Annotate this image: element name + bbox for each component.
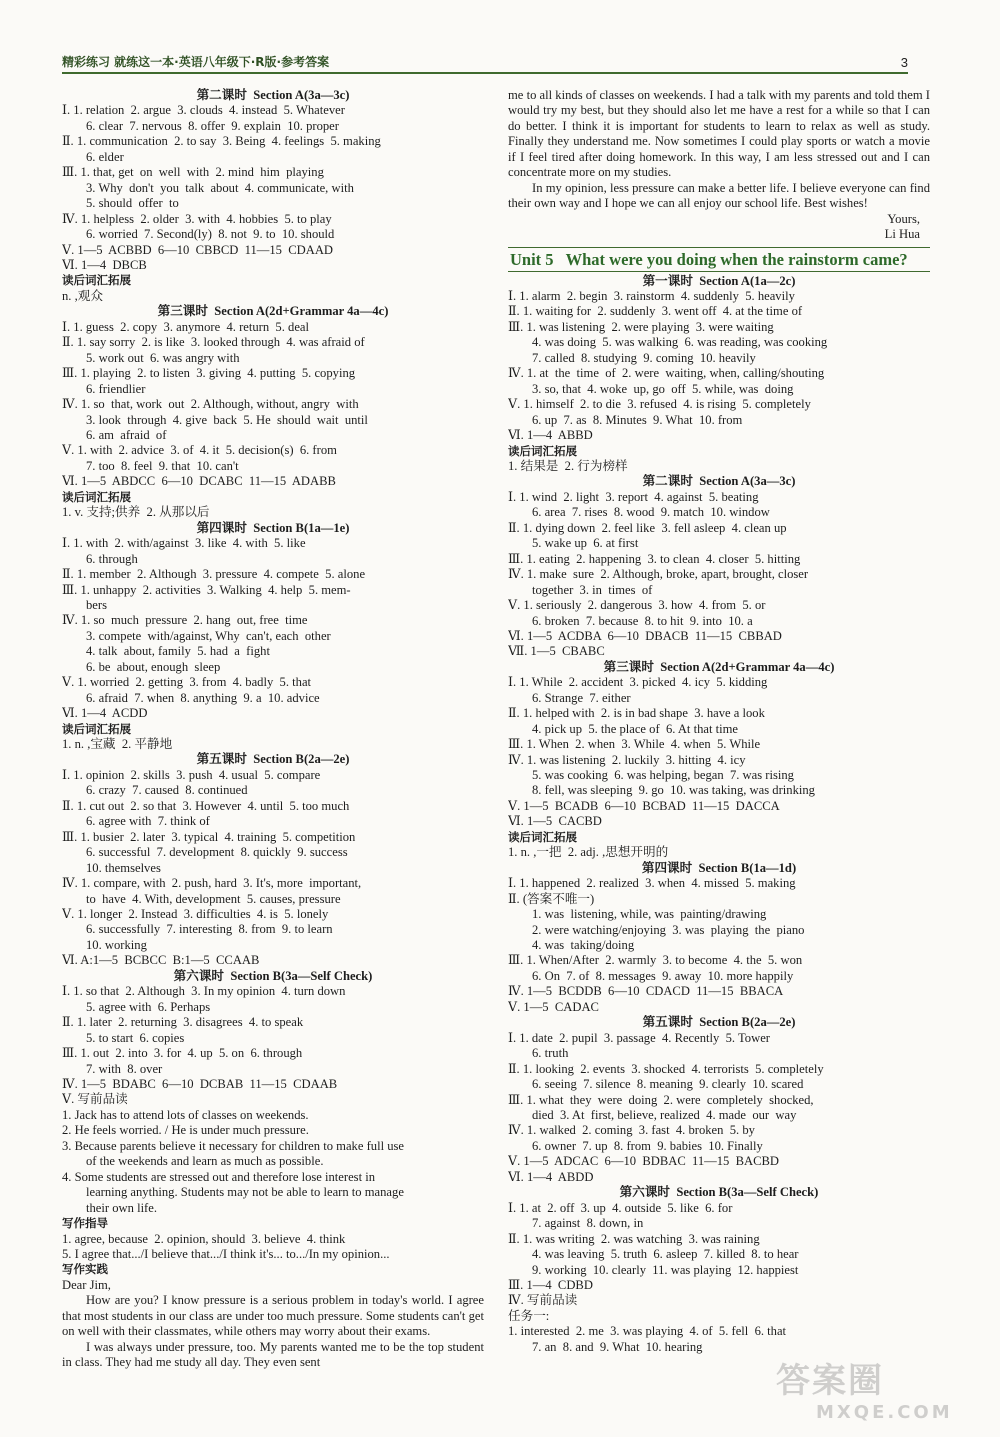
- answer-line: 4. pick up 5. the place of 6. At that time: [532, 721, 739, 736]
- answer-line: 6. Strange 7. either: [532, 690, 631, 705]
- answer-line: I was always under pressure, too. My parents wanted me to be the top student in class. They had me study all day. They even sent: [62, 1339, 484, 1370]
- answer-line: 6. agree with 7. think of: [86, 814, 210, 829]
- answer-line: Ⅳ. 1. was listening 2. luckily 3. hitting 4. icy: [508, 752, 746, 767]
- answer-line: Ⅳ. 1. so much pressure 2. hang out, free time: [62, 613, 308, 628]
- answer-line: Ⅴ. 1—5 BCADB 6—10 BCBAD 11—15 DACCA: [508, 798, 780, 813]
- answer-line: Ⅳ. 1—5 BCDDB 6—10 CDACD 11—15 BBACA: [508, 984, 784, 999]
- answer-line: 6. afraid 7. when 8. anything 9. a 10. advice: [86, 690, 320, 705]
- answer-line: Ⅴ. 写前品读: [62, 1092, 128, 1107]
- answer-line: Ⅰ. 1. wind 2. light 3. report 4. against 5. beating: [508, 489, 759, 504]
- answer-line: 1. n. ,一把 2. adj. ,思想开明的: [508, 845, 669, 860]
- answer-line: 2. He feels worried. / He is under much pressure.: [62, 1123, 309, 1138]
- answer-line: 1. 结果是 2. 行为榜样: [508, 458, 628, 473]
- answer-line: n. ,观众: [62, 288, 103, 303]
- answer-line: Ⅳ. 1. so that, work out 2. Although, without, angry with: [62, 397, 359, 412]
- answer-line: 7. against 8. down, in: [532, 1216, 644, 1231]
- answer-line: 5. work out 6. was angry with: [86, 350, 240, 365]
- answer-line: Ⅳ. 1. walked 2. coming 3. fast 4. broken 5. by: [508, 1123, 755, 1138]
- answer-line: 10. working: [86, 937, 147, 952]
- answer-line: 6. owner 7. up 8. from 9. babies 10. Finally: [532, 1138, 763, 1153]
- answer-line: How are you? I know pressure is a serious problem in today's world. I agree that most students in our class are under too much pressure. Some students can't get on well with their classmates, while others may worry about their exams.: [62, 1293, 484, 1339]
- answer-line: together 3. in times of: [532, 582, 653, 597]
- answer-line: Ⅳ. 1. make sure 2. Although, broke, apart, brought, closer: [508, 567, 809, 582]
- answer-line: Ⅴ. 1. with 2. advice 3. of 4. it 5. decision(s) 6. from: [62, 443, 337, 458]
- section-label: 读后词汇拓展: [62, 721, 131, 736]
- page-header: [62, 50, 908, 74]
- answer-line: 5. agree with 6. Perhaps: [86, 999, 211, 1014]
- lesson-heading: 第二课时 Section A(3a—3c): [642, 474, 796, 489]
- answer-line: Ⅴ. 1—5 ADCAC 6—10 BDBAC 11—15 BACBD: [508, 1154, 780, 1169]
- answer-line: Ⅳ. 1. at the time of 2. were waiting, when, calling/shouting: [508, 366, 825, 381]
- left-column: [62, 88, 484, 1371]
- answer-line: Ⅰ. 1. relation 2. argue 3. clouds 4. instead 5. Whatever: [62, 103, 345, 118]
- lesson-heading: 第一课时 Section A(1a—2c): [642, 273, 796, 288]
- answer-line: Dear Jim,: [62, 1277, 111, 1292]
- answer-line: 6. worried 7. Second(ly) 8. not 9. to 10. should: [86, 227, 335, 242]
- answer-line: Ⅱ. 1. later 2. returning 3. disagrees 4. to speak: [62, 1015, 304, 1030]
- lesson-heading: 第四课时 Section B(1a—1d): [641, 860, 797, 875]
- answer-line: 6. friendlier: [86, 381, 146, 396]
- answer-line: Ⅱ. 1. helped with 2. is in bad shape 3. have a look: [508, 706, 765, 721]
- answer-line: 3. look through 4. give back 5. He should wait until: [86, 412, 368, 427]
- answer-line: 任务一:: [508, 1308, 550, 1323]
- answer-line: me to all kinds of classes on weekends. I had a talk with my parents and told them I would try my best, but they should also let me have a rest for a while so that I can do better. I think it is important for students to learn to relax as well as study. Finally they understand me. Now sometimes I could play sports or watch a movie if I feel tired after doing homework. In this way, I am less stressed out and I can concentrate more on my studies.: [508, 88, 930, 180]
- answer-line: Li Hua: [884, 227, 920, 242]
- answer-line: 6. be about, enough sleep: [86, 659, 221, 674]
- answer-line: Ⅴ. 1. himself 2. to die 3. refused 4. is rising 5. completely: [508, 397, 811, 412]
- answer-line: Ⅵ. 1—5 ACDBA 6—10 DBACB 11—15 CBBAD: [508, 628, 782, 643]
- answer-line: 6. seeing 7. silence 8. meaning 9. clearly 10. scared: [532, 1077, 804, 1092]
- answer-line: Ⅵ. A:1—5 BCBCC B:1—5 CCAAB: [62, 953, 260, 968]
- answer-line: 1. agree, because 2. opinion, should 3. believe 4. think: [62, 1231, 346, 1246]
- answer-line: 8. fell, was sleeping 9. go 10. was taking, was drinking: [532, 783, 815, 798]
- lesson-heading: 第五课时 Section B(2a—2e): [196, 752, 350, 767]
- answer-line: 5. was cooking 6. was helping, began 7. was rising: [532, 768, 794, 783]
- header-title: 精彩练习 就练这一本·英语八年级下·R版·参考答案: [62, 55, 330, 69]
- watermark-url: MXQE.COM: [816, 1402, 953, 1423]
- answer-line: 6. crazy 7. caused 8. continued: [86, 783, 248, 798]
- answer-line: 1. n. ,宝藏 2. 平静地: [62, 737, 173, 752]
- answer-line: Ⅴ. 1—5 ACBBD 6—10 CBBCD 11—15 CDAAD: [62, 242, 334, 257]
- section-label: 读后词汇拓展: [62, 273, 131, 288]
- answer-line: Ⅱ. (答案不唯一): [508, 891, 595, 906]
- answer-line: 2. were watching/enjoying 3. was playing the piano: [532, 922, 805, 937]
- answer-line: Ⅱ. 1. dying down 2. feel like 3. fell asleep 4. clean up: [508, 520, 787, 535]
- answer-line: Ⅵ. 1—4 ACDD: [62, 706, 148, 721]
- section-label: 读后词汇拓展: [62, 489, 131, 504]
- answer-line: their own life.: [86, 1200, 157, 1215]
- answer-line: Ⅲ. 1—4 CDBD: [508, 1277, 593, 1292]
- answer-line: 4. was taking/doing: [532, 938, 635, 953]
- answer-line: Ⅰ. 1. alarm 2. begin 3. rainstorm 4. suddenly 5. heavily: [508, 288, 795, 303]
- answer-line: 6. am afraid of: [86, 427, 167, 442]
- unit-title: Unit 5 What were you doing when the rainstorm came?: [508, 247, 930, 272]
- answer-line: Ⅲ. 1. playing 2. to listen 3. giving 4. putting 5. copying: [62, 366, 356, 381]
- answer-line: Ⅵ. 1—4 DBCB: [62, 257, 147, 272]
- answer-line: 3. so, that 4. woke up, go off 5. while, was doing: [532, 381, 794, 396]
- answer-line: 6. area 7. rises 8. wood 9. match 10. window: [532, 505, 770, 520]
- section-label: 读后词汇拓展: [508, 443, 577, 458]
- answer-line: Ⅳ. 1. compare, with 2. push, hard 3. It's, more important,: [62, 876, 362, 891]
- answer-line: Ⅶ. 1—5 CBABC: [508, 644, 605, 659]
- answer-line: to have 4. With, development 5. causes, pressure: [86, 891, 341, 906]
- answer-line: Ⅲ. 1. When 2. when 3. While 4. when 5. While: [508, 737, 761, 752]
- answer-line: bers: [86, 597, 107, 612]
- answer-line: 6. successfully 7. interesting 8. from 9. to learn: [86, 922, 333, 937]
- answer-line: Ⅳ. 1—5 BDABC 6—10 DCBAB 11—15 CDAAB: [62, 1077, 338, 1091]
- answer-line: Ⅰ. 1. with 2. with/against 3. like 4. with 5. like: [62, 536, 306, 551]
- answer-line: Ⅵ. 1—5 ABDCC 6—10 DCABC 11—15 ADABB: [62, 474, 336, 489]
- answer-line: Ⅱ. 1. communication 2. to say 3. Being 4. feelings 5. making: [62, 134, 381, 149]
- answer-line: Ⅱ. 1. looking 2. events 3. shocked 4. terrorists 5. completely: [508, 1061, 824, 1076]
- lesson-heading: 第二课时 Section A(3a—3c): [196, 88, 350, 102]
- letter-continuation: [508, 88, 930, 243]
- answer-line: died 3. At first, believe, realized 4. made our way: [532, 1108, 797, 1122]
- answer-line: 5. I agree that.../I believe that.../I think it's... to.../In my opinion...: [62, 1246, 390, 1261]
- unit5-answers: [508, 274, 930, 1356]
- answer-line: Ⅲ. 1. eating 2. happening 3. to clean 4. closer 5. hitting: [508, 551, 801, 566]
- section-label: 写作指导: [62, 1216, 108, 1231]
- page-number: 3: [900, 55, 908, 70]
- answer-line: 7. called 8. studying 9. coming 10. heavily: [532, 350, 756, 365]
- answer-line: 4. Some students are stressed out and therefore lose interest in: [62, 1169, 376, 1184]
- answer-line: of the weekends and learn as much as possible.: [86, 1154, 324, 1169]
- answer-line: Ⅱ. 1. say sorry 2. is like 3. looked through 4. was afraid of: [62, 335, 365, 350]
- answer-line: 6. broken 7. because 8. to hit 9. into 10. a: [532, 613, 753, 628]
- answer-line: Ⅰ. 1. so that 2. Although 3. In my opinion 4. turn down: [62, 984, 346, 999]
- lesson-heading: 第四课时 Section B(1a—1e): [196, 520, 350, 535]
- answer-line: Ⅱ. 1. was writing 2. was watching 3. was raining: [508, 1231, 760, 1246]
- answer-line: 3. Because parents believe it necessary for children to make full use: [62, 1138, 404, 1153]
- answer-line: 6. On 7. of 8. messages 9. away 10. more happily: [532, 968, 794, 983]
- lesson-heading: 第三课时 Section A(2d+Grammar 4a—4c): [157, 304, 389, 319]
- answer-line: 4. was doing 5. was walking 6. was reading, was cooking: [532, 335, 828, 350]
- answer-line: Yours,: [887, 211, 920, 226]
- answer-line: Ⅳ. 写前品读: [508, 1293, 578, 1308]
- answer-line: 10. themselves: [86, 860, 161, 875]
- answer-line: 7. an 8. and 9. What 10. hearing: [532, 1339, 703, 1354]
- answer-line: Ⅰ. 1. While 2. accident 3. picked 4. icy 5. kidding: [508, 675, 768, 690]
- answer-line: In my opinion, less pressure can make a better life. I believe everyone can find their own way and I hope we can all enjoy our school life. Best wishes!: [508, 180, 930, 211]
- answer-line: Ⅴ. 1. worried 2. getting 3. from 4. badly 5. that: [62, 675, 312, 690]
- answer-line: Ⅱ. 1. waiting for 2. suddenly 3. went off 4. at the time of: [508, 304, 803, 319]
- answer-line: 9. working 10. clearly 11. was playing 12. happiest: [532, 1262, 799, 1277]
- answer-line: Ⅲ. 1. busier 2. later 3. typical 4. training 5. competition: [62, 829, 356, 844]
- answer-line: 3. compete with/against, Why can't, each other: [86, 628, 331, 643]
- answer-line: Ⅵ. 1—4 ABDD: [508, 1169, 594, 1184]
- answer-line: 6. truth: [532, 1046, 569, 1061]
- watermark-logo: [776, 1353, 976, 1423]
- answer-line: Ⅰ. 1. guess 2. copy 3. anymore 4. return 5. deal: [62, 319, 309, 334]
- answer-line: Ⅴ. 1—5 CADAC: [508, 999, 599, 1014]
- answer-line: learning anything. Students may not be able to learn to manage: [86, 1185, 404, 1200]
- answer-line: Ⅴ. 1. longer 2. Instead 3. difficulties 4. is 5. lonely: [62, 907, 329, 922]
- answer-line: 5. to start 6. copies: [86, 1030, 185, 1045]
- answer-line: Ⅵ. 1—5 CACBD: [508, 814, 602, 829]
- answer-line: Ⅰ. 1. at 2. off 3. up 4. outside 5. like 6. for: [508, 1200, 733, 1215]
- answer-line: 6. clear 7. nervous 8. offer 9. explain 10. proper: [86, 118, 339, 133]
- answer-line: 1. v. 支持;供养 2. 从那以后: [62, 505, 210, 520]
- answer-line: 3. Why don't you talk about 4. communicate, with: [86, 180, 354, 195]
- answer-line: Ⅳ. 1. helpless 2. older 3. with 4. hobbies 5. to play: [62, 211, 332, 226]
- answer-line: 4. talk about, family 5. had a fight: [86, 644, 270, 659]
- watermark-text: 答案圈: [776, 1361, 884, 1401]
- answer-line: Ⅲ. 1. When/After 2. warmly 3. to become 4. the 5. won: [508, 953, 803, 968]
- lesson-heading: 第三课时 Section A(2d+Grammar 4a—4c): [603, 659, 835, 674]
- answer-line: 5. wake up 6. at first: [532, 536, 639, 551]
- answer-line: Ⅲ. 1. unhappy 2. activities 3. Walking 4. help 5. mem-: [62, 582, 351, 597]
- answer-line: Ⅰ. 1. happened 2. realized 3. when 4. missed 5. making: [508, 876, 796, 891]
- answer-line: 6. up 7. as 8. Minutes 9. What 10. from: [532, 412, 743, 427]
- answer-line: Ⅴ. 1. seriously 2. dangerous 3. how 4. from 5. or: [508, 598, 766, 613]
- answer-line: Ⅵ. 1—4 ABBD: [508, 428, 593, 443]
- lesson-heading: 第六课时 Section B(3a—Self Check): [173, 968, 373, 983]
- answer-line: 7. with 8. over: [86, 1061, 163, 1076]
- answer-line: Ⅰ. 1. date 2. pupil 3. passage 4. Recently 5. Tower: [508, 1030, 770, 1045]
- answer-line: 4. was leaving 5. truth 6. asleep 7. killed 8. to hear: [532, 1247, 799, 1262]
- answer-line: 6. successful 7. development 8. quickly 9. success: [86, 845, 348, 860]
- answer-line: 1. interested 2. me 3. was playing 4. of 5. fell 6. that: [508, 1324, 787, 1339]
- section-label: 读后词汇拓展: [508, 829, 577, 844]
- answer-line: Ⅲ. 1. out 2. into 3. for 4. up 5. on 6. through: [62, 1046, 303, 1061]
- section-label: 写作实践: [62, 1262, 108, 1277]
- answer-line: 5. should offer to: [86, 196, 179, 211]
- answer-line: 6. elder: [86, 149, 124, 164]
- right-column: [508, 88, 930, 1355]
- answer-line: Ⅰ. 1. opinion 2. skills 3. push 4. usual 5. compare: [62, 767, 321, 782]
- answer-line: 6. through: [86, 551, 138, 566]
- answer-line: Ⅱ. 1. cut out 2. so that 3. However 4. until 5. too much: [62, 798, 350, 813]
- answer-line: Ⅲ. 1. that, get on well with 2. mind him playing: [62, 165, 324, 180]
- answer-line: Ⅲ. 1. what they were doing 2. were completely shocked,: [508, 1092, 814, 1107]
- lesson-heading: 第六课时 Section B(3a—Self Check): [619, 1185, 819, 1200]
- answer-line: Ⅲ. 1. was listening 2. were playing 3. were waiting: [508, 319, 774, 334]
- lesson-heading: 第五课时 Section B(2a—2e): [642, 1015, 796, 1030]
- answer-line: 1. was listening, while, was painting/drawing: [532, 907, 767, 922]
- answer-line: 7. too 8. feel 9. that 10. can't: [86, 458, 239, 473]
- answer-line: Ⅱ. 1. member 2. Although 3. pressure 4. compete 5. alone: [62, 567, 366, 582]
- answer-line: 1. Jack has to attend lots of classes on weekends.: [62, 1107, 309, 1122]
